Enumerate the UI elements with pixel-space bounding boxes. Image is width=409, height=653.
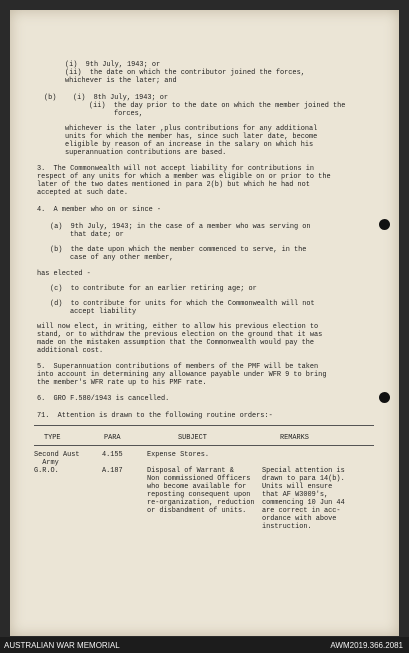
text-line: that date; or <box>70 231 124 239</box>
text-line: (i) 9th July, 1943; or <box>65 61 161 69</box>
text-line: eligible by reason of an increase in the salary on which his <box>65 141 314 149</box>
footer-institution: AUSTRALIAN WAR MEMORIAL <box>4 641 120 650</box>
text-line: 6. GRO F.580/1943 is cancelled. <box>37 395 170 403</box>
table-header-remarks: REMARKS <box>280 434 309 442</box>
document-page <box>10 10 399 636</box>
table-cell-para: 4.155 <box>102 451 123 459</box>
table-header-type: TYPE <box>44 434 61 442</box>
text-line: has elected - <box>37 270 91 278</box>
text-line: will now elect, in writing, either to allow his previous election to <box>37 323 319 331</box>
text-line: 4. A member who on or since - <box>37 206 162 214</box>
text-line: forces, <box>114 110 143 118</box>
text-line: (d) to contribute for units for which the Commonwealth will not <box>50 300 315 308</box>
table-cell-type: G.R.O. <box>34 467 59 475</box>
table-header-para: PARA <box>104 434 121 442</box>
text-line: the member's WFR rate up to his PMF rate. <box>37 379 207 387</box>
table-cell-remarks: Special attention is drawn to para 14(b). Units will ensure that AF W3009's, commencing 10 Jun 44 are correct in acc- ordance with above instruction. <box>262 467 345 531</box>
table-cell-subject: Expense Stores. <box>147 451 210 459</box>
text-line: later of the two dates mentioned in para 2(b) but which he had not <box>37 181 310 189</box>
punch-hole <box>379 392 390 403</box>
footer-accession-number: AWM2019.366.2081 <box>330 641 403 650</box>
table-header-subject: SUBJECT <box>178 434 207 442</box>
text-line: 71. Attention is drawn to the following routine orders:- <box>37 412 273 420</box>
footer-bar <box>0 637 409 653</box>
text-line: accepted at such date. <box>37 189 128 197</box>
text-line: accept liability <box>70 308 137 316</box>
text-line: additional cost. <box>37 347 104 355</box>
text-line: whichever is the later; and <box>65 77 177 85</box>
table-cell-subject: Disposal of Warrant & Non commissioned Officers who become available for reposting consequent upon re-organization, reduction or disbandment of units. <box>147 467 255 515</box>
text-line: respect of any units for which a member was eligible on or prior to the <box>37 173 331 181</box>
text-line: units for which the member has, since such later date, become <box>65 133 318 141</box>
text-line: (ii) the date on which the contributor joined the forces, <box>65 69 305 77</box>
punch-hole <box>379 219 390 230</box>
text-line: into account in determining any allowance payable under WFR 9 to bring <box>37 371 327 379</box>
text-line: whichever is the later ,plus contributions for any additional <box>65 125 318 133</box>
table-header-rule <box>34 445 374 446</box>
table-top-rule <box>34 425 374 426</box>
text-line: stand, or to withdraw the previous election on the ground that it was <box>37 331 323 339</box>
text-line: made on the mistaken assumption that the Commonwealth would pay the <box>37 339 315 347</box>
text-line: (b) (i) 8th July, 1943; or <box>44 94 169 102</box>
text-line: (a) 9th July, 1943; in the case of a member who was serving on <box>50 223 311 231</box>
text-line: case of any other member, <box>70 254 174 262</box>
table-cell-para: A.187 <box>102 467 123 475</box>
text-line: (c) to contribute for an earlier retiring age; or <box>50 285 257 293</box>
text-line: 3. The Commonwealth will not accept liability for contributions in <box>37 165 315 173</box>
table-cell-type: Second Aust Army <box>34 451 80 467</box>
text-line: 5. Superannuation contributions of members of the PMF will be taken <box>37 363 319 371</box>
text-line: (ii) the day prior to the date on which the member joined the <box>89 102 346 110</box>
text-line: superannuation contributions are based. <box>65 149 227 157</box>
text-line: (b) the date upon which the member commenced to serve, in the <box>50 246 307 254</box>
